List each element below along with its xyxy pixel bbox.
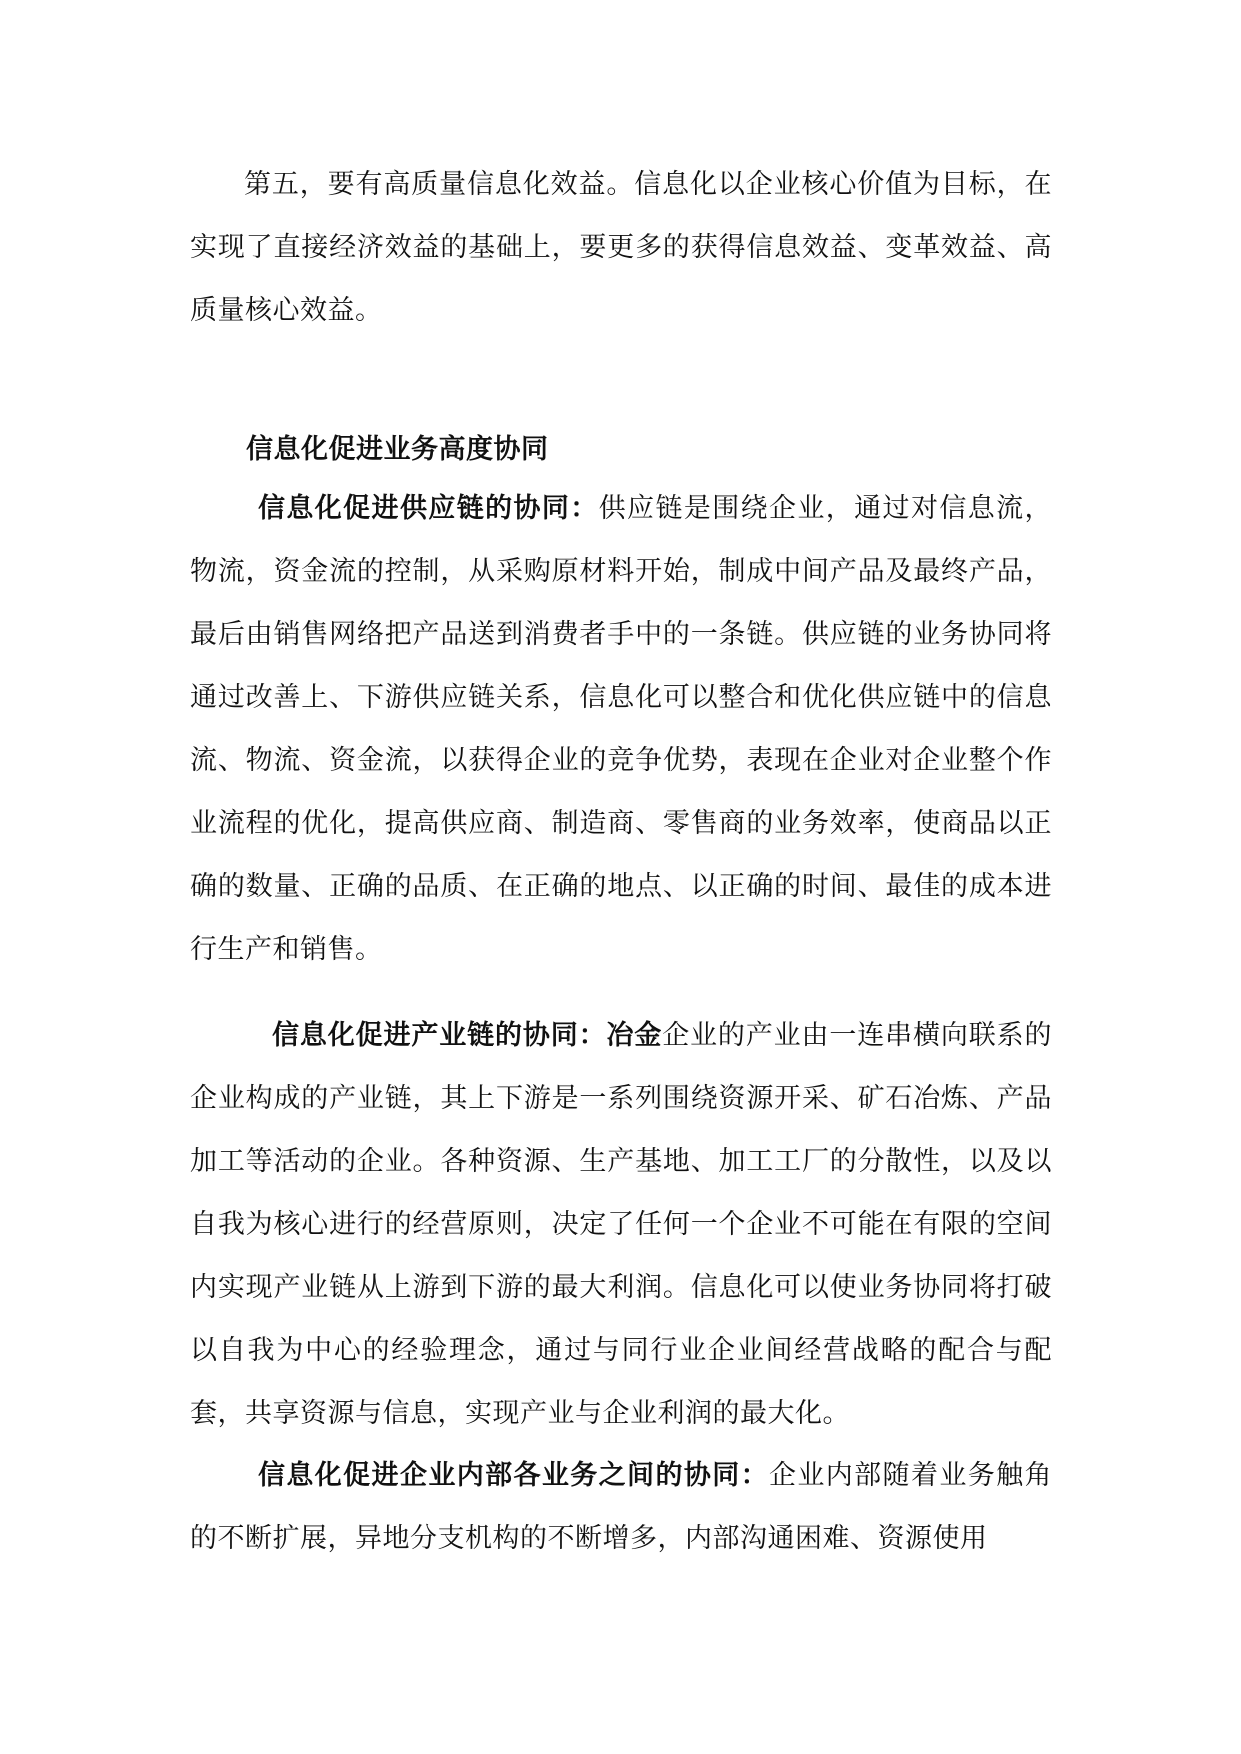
paragraph-industry-chain-lead: 信息化促进产业链的协同：冶金 <box>272 1020 663 1051</box>
paragraph-industry-chain-text: 企业的产业由一连串横向联系的企业构成的产业链，其上下游是一系列围绕资源开采、矿石冶炼、产品加工等活动的企业。各种资源、生产基地、加工工厂的分散性，以及以自我为核心进行的经营原则，决定了任何一个企业不可能在有限的空间内实现产业链从上游到下游的最大利润。信息化可以使业务协同将打破以自我为中心的经验理念，通过与同行业企业间经营战略的配合与配套，共享资源与信息，实现产业与企业利润的最大化。 <box>190 1020 1053 1429</box>
paragraph-supply-chain <box>190 477 1052 981</box>
paragraph-benefits <box>190 153 1052 342</box>
paragraph-internal-business <box>190 1444 1052 1570</box>
section-heading: 信息化促进业务高度协同 <box>246 434 549 465</box>
paragraph-internal-business-lead: 信息化促进企业内部各业务之间的协同： <box>258 1460 769 1491</box>
paragraph-supply-chain-text: 供应链是围绕企业，通过对信息流，物流，资金流的控制，从采购原材料开始，制成中间产品及最终产品，最后由销售网络把产品送到消费者手中的一条链。供应链的业务协同将通过改善上、下游供应链关系，信息化可以整合和优化供应链中的信息流、物流、资金流，以获得企业的竞争优势，表现在企业对企业整个作业流程的优化，提高供应商、制造商、零售商的业务效率，使商品以正确的数量、正确的品质、在正确的地点、以正确的时间、最佳的成本进行生产和销售。 <box>190 493 1053 965</box>
paragraph-industry-chain <box>190 1004 1052 1445</box>
paragraph-internal-business-text: 企业内部随着业务触角的不断扩展，异地分支机构的不断增多，内部沟通困难、资源使用 <box>190 1460 1052 1554</box>
paragraph-benefits-text: 第五，要有高质量信息化效益。信息化以企业核心价值为目标，在实现了直接经济效益的基础上，要更多的获得信息效益、变革效益、高质量核心效益。 <box>190 169 1052 326</box>
paragraph-supply-chain-lead: 信息化促进供应链的协同： <box>258 493 599 524</box>
